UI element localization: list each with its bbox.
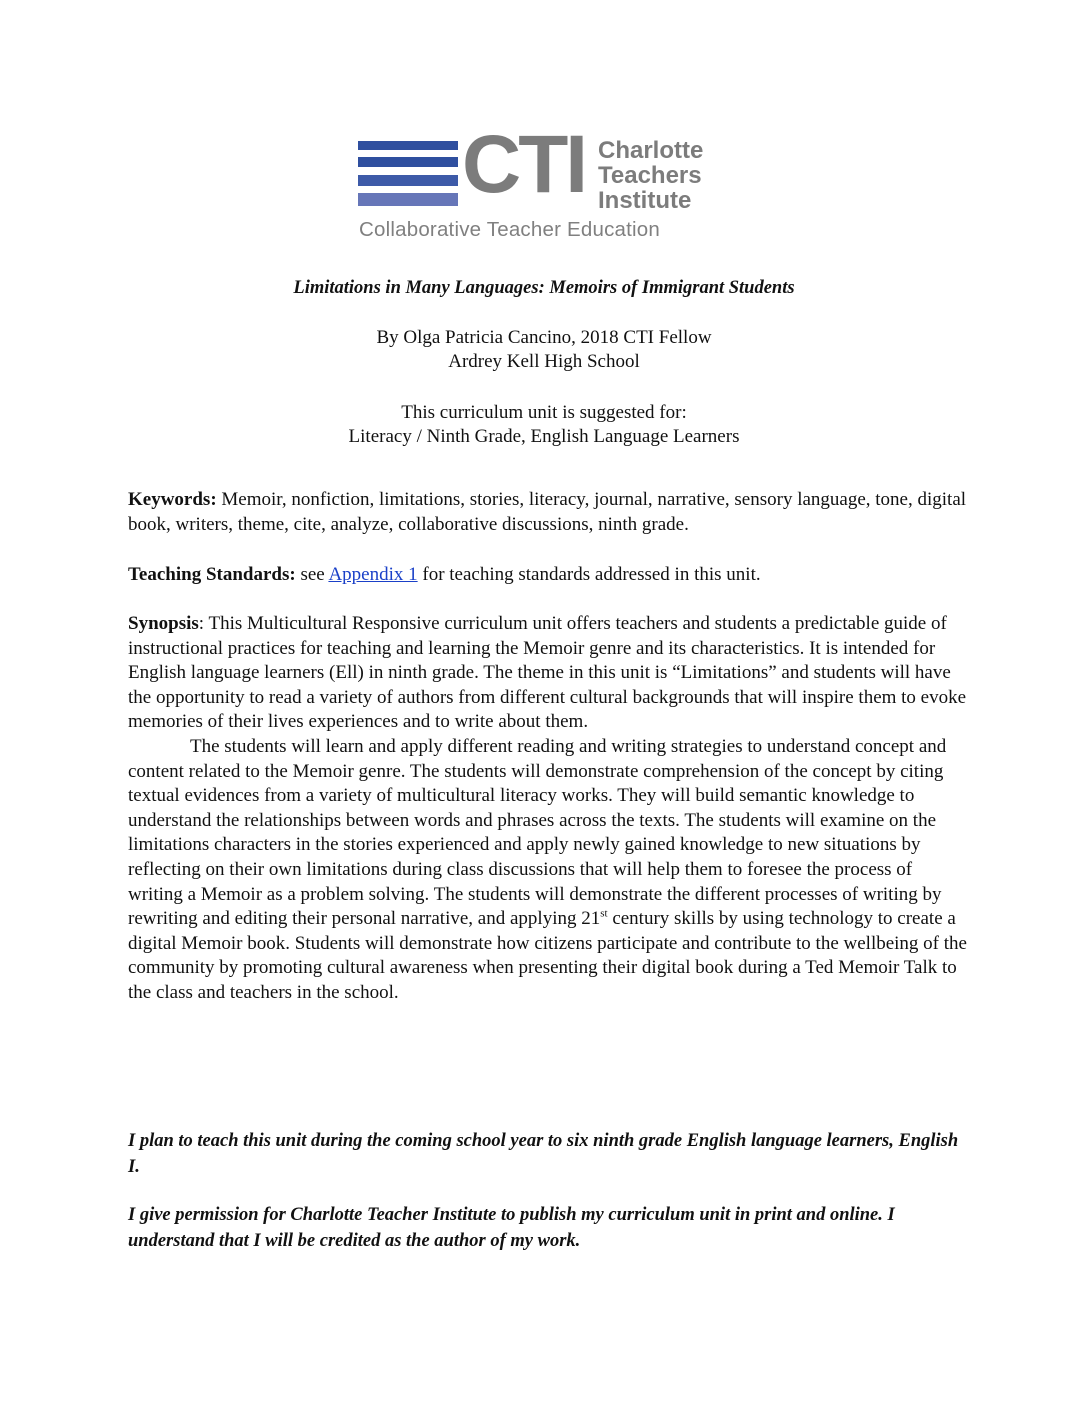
logo-name-line: Charlotte [598,137,704,164]
standards-post: for teaching standards addressed in this unit. [417,564,761,585]
logo-tagline: Collaborative Teacher Education [359,218,660,241]
plan-statement: I plan to teach this unit during the coming school year to six ninth grade English language learners, English I. [128,1131,959,1177]
keywords-text: Memoir, nonfiction, limitations, stories, literacy, journal, narrative, sensory language, tone, digital book, writers, theme, cite, analyze, collaborative discussions, ninth grade. [128,489,967,535]
suggested-line: Literacy / Ninth Grade, English Language Learners [348,426,740,447]
synopsis-paragraph-1 [128,612,968,735]
appendix-link[interactable]: Appendix 1 [328,564,418,585]
synopsis-text: century skills by using technology to create a digital Memoir book. Students will demonstrate how citizens participate and contribute to the wellbeing of the community by promoting cultural awareness when presenting their digital book during a Ted Memoir Talk to the class and teachers in the school. [128,908,967,1003]
logo-bar [358,193,458,206]
standards-pre: see [295,564,329,585]
suggested-for [0,401,1088,449]
logo-bar [358,141,458,150]
byline [0,326,1088,374]
cti-logo [358,119,738,242]
logo-bar [358,157,458,167]
logo-name-line: Teachers [598,162,702,189]
synopsis-text: : This Multicultural Responsive curriculum unit offers teachers and students a predictable guide of instructional practices for teaching and learning the Memoir genre and its characteristics. It is intended for English language learners (Ell) in ninth grade. The theme in this unit is “Limitations” and students will have the opportunity to read a variety of authors from different cultural backgrounds that will inspire them to evoke memories of their lives experiences and to write about them. [128,613,967,733]
logo-name-line: Institute [598,187,692,214]
superscript: st [600,907,608,920]
permission-statement: I give permission for Charlotte Teacher Institute to publish my curriculum unit in print and online. I understand that I will be credited as the author of my work. [128,1205,895,1251]
keywords-paragraph [128,488,968,537]
school-line: Ardrey Kell High School [448,351,640,372]
suggested-line: This curriculum unit is suggested for: [401,402,687,423]
teaching-standards-paragraph [128,563,968,588]
author-line: By Olga Patricia Cancino, 2018 CTI Fellow [376,327,712,348]
keywords-label: Keywords: [128,489,217,510]
synopsis-label: Synopsis [128,613,199,634]
synopsis-text: The students will learn and apply different reading and writing strategies to understand concept and content related to the Memoir genre. The students will demonstrate comprehension of the concept by citing textual evidences from a variety of multicultural literacy works. They will build semantic knowledge to understand the relationships between words and phrases across the texts. The students will examine on the limitations characters in the stories experienced and apply newly gained knowledge to new situations by reflecting on their own limitations during class discussions that will help them to foresee the process of writing a Memoir as a problem solving. The students will demonstrate the different processes of writing by rewriting and editing their personal narrative, and applying 21 [128,735,947,930]
logo-bar [358,175,458,186]
standards-label: Teaching Standards: [128,564,296,585]
synopsis-section [128,612,968,1006]
logo-cti-text: CTI [462,119,586,210]
logo-institute-name [598,138,703,213]
synopsis-paragraph-2 [128,735,968,1006]
document-title: Limitations in Many Languages: Memoirs of Immigrant Students [293,278,795,298]
